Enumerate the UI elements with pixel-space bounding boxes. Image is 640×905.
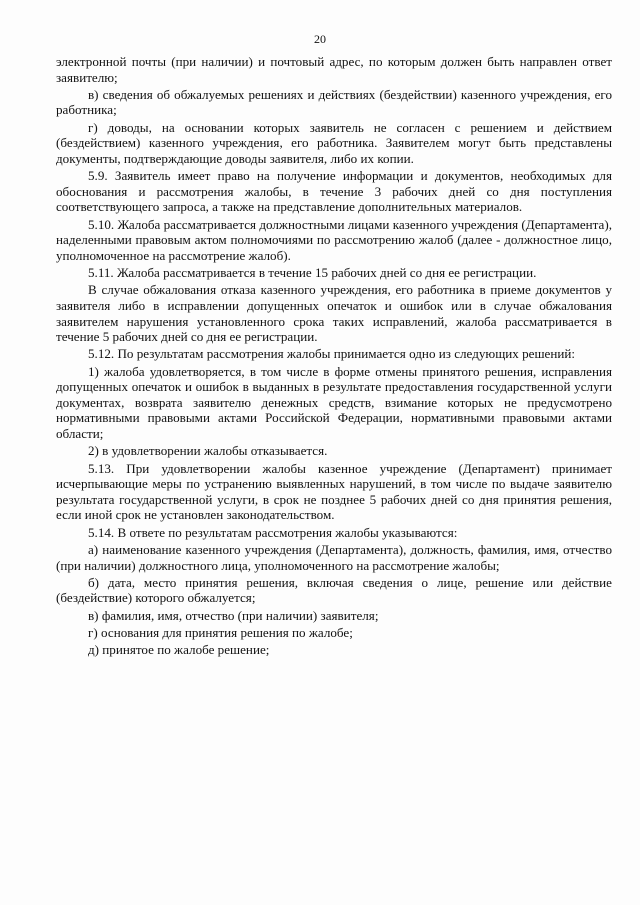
paragraph-decision-2: 2) в удовлетворении жалобы отказывается. [88,443,328,459]
paragraph-item-a: а) наименование казенного учреждения (Департамента), должность, фамилия, имя, отчество (при наличии) должностного лица, уполномоченного на рассмотрение жалобы; [56,541,612,573]
paragraph-5-13: 5.13. При удовлетворении жалобы казенное учреждение (Департамент) принимает исчерпывающие меры по устранению выявленных нарушений, в том числе по выдаче заявителю результата государственной услуги, в срок не позднее 5 рабочих дней со дня принятия решения, если иной срок не установлен законодательством. [56,460,612,523]
paragraph-5-9: 5.9. Заявитель имеет право на получение информации и документов, необходимых для обоснования и рассмотрения жалобы, в течение 3 рабочих дней со дня поступления соответствующего запроса, а также на представление дополнительных материалов. [56,168,612,215]
paragraph-5-11: 5.11. Жалоба рассматривается в течение 15 рабочих дней со дня ее регистрации. [88,265,537,281]
paragraph-decision-1: 1) жалоба удовлетворяется, в том числе в форме отмены принятого решения, исправления допущенных опечаток и ошибок в выданных в результате предоставления государственной услуги документах, возврата заявителю денежных средств, взимание которых не предусмотрено нормативными правовыми актами Российской Федерации, нормативными правовыми актами области; [56,363,612,441]
document-body [56,54,612,660]
paragraph-item-v2: в) фамилия, имя, отчество (при наличии) заявителя; [88,607,379,623]
paragraph-continuation: электронной почты (при наличии) и почтовый адрес, по которым должен быть направлен ответ заявителю; [56,54,612,85]
paragraph-item-d: д) принятое по жалобе решение; [88,642,270,658]
paragraph-appeal-refusal: В случае обжалования отказа казенного учреждения, его работника в приеме документов у заявителя либо в исправлении допущенных опечаток и ошибок или в случае обжалования заявителем нарушения установленного срока таких исправлений, жалоба рассматривается в течение 5 рабочих дней со дня ее регистрации. [56,282,612,345]
page-number: 20 [314,32,326,46]
paragraph-5-10: 5.10. Жалоба рассматривается должностными лицами казенного учреждения (Департамента), наделенными правовым актом полномочиями по рассмотрению жалоб (далее - должностное лицо, уполномоченное на рассмотрение жалоб). [56,216,612,263]
paragraph-5-14: 5.14. В ответе по результатам рассмотрения жалобы указываются: [88,524,458,540]
paragraph-5-12: 5.12. По результатам рассмотрения жалобы принимается одно из следующих решений: [88,346,576,362]
paragraph-item-v: в) сведения об обжалуемых решениях и действиях (бездействии) казенного учреждения, его работника; [56,86,612,118]
paragraph-item-g2: г) основания для принятия решения по жалобе; [88,625,353,641]
paragraph-item-b: б) дата, место принятия решения, включая сведения о лице, решение или действие (бездействие) которого обжалуется; [56,574,612,606]
paragraph-item-g: г) доводы, на основании которых заявитель не согласен с решением и действием (бездействием) казенного учреждения, его работника. Заявителем могут быть представлены документы, подтверждающие доводы заявителя, либо их копии. [56,119,612,166]
